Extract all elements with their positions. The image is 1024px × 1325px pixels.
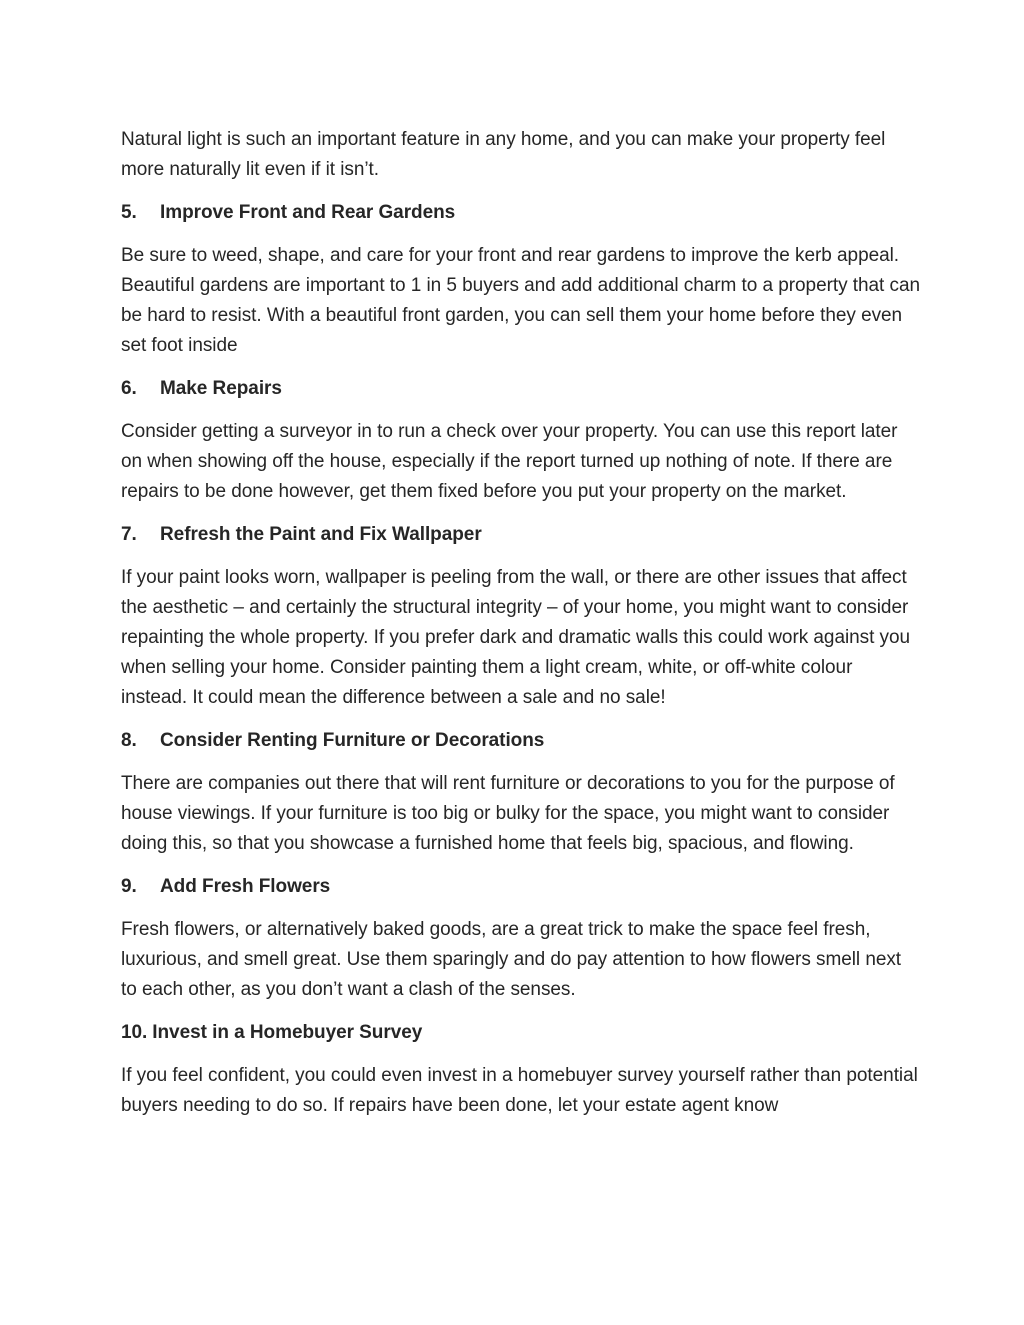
section-heading-8 — [121, 726, 921, 756]
section-heading-10 — [121, 1018, 921, 1048]
section-title: Make Repairs — [160, 378, 282, 399]
section-number: 10. — [121, 1022, 148, 1043]
intro-paragraph: Natural light is such an important feature in any home, and you can make your property feel more naturally lit even if it isn’t. — [121, 129, 886, 180]
section-number: 5. — [121, 202, 137, 223]
section-title: Improve Front and Rear Gardens — [160, 202, 456, 223]
section-body-5: Be sure to weed, shape, and care for your front and rear gardens to improve the kerb appeal. Beautiful gardens are important to 1 in 5 buyers and add additional charm to a property that can be hard to resist. With a beautiful front garden, you can sell them your home before they even set foot inside — [121, 245, 920, 356]
document-page — [121, 125, 921, 1134]
section-body-10: If you feel confident, you could even invest in a homebuyer survey yourself rather than potential buyers needing to do so. If repairs have been done, let your estate agent know — [121, 1065, 918, 1116]
section-heading-9 — [121, 872, 921, 902]
section-number: 8. — [121, 730, 137, 751]
section-number: 6. — [121, 378, 137, 399]
section-heading-5 — [121, 198, 921, 228]
section-heading-7 — [121, 520, 921, 550]
section-number: 9. — [121, 876, 137, 897]
section-heading-6 — [121, 374, 921, 404]
section-body-9: Fresh flowers, or alternatively baked goods, are a great trick to make the space feel fresh, luxurious, and smell great. Use them sparingly and do pay attention to how flowers smell next to each other, as you don’t want a clash of the senses. — [121, 919, 902, 1000]
section-number: 7. — [121, 524, 137, 545]
section-title: Refresh the Paint and Fix Wallpaper — [160, 524, 482, 545]
section-title: Consider Renting Furniture or Decorations — [160, 730, 545, 751]
section-body-7: If your paint looks worn, wallpaper is peeling from the wall, or there are other issues that affect the aesthetic – and certainly the structural integrity – of your home, you might want to consider repainting the whole property. If you prefer dark and dramatic walls this could work against you when selling your home. Consider painting them a light cream, white, or off-white colour instead. It could mean the difference between a sale and no sale! — [121, 567, 911, 708]
section-body-8: There are companies out there that will rent furniture or decorations to you for the purpose of house viewings. If your furniture is too big or bulky for the space, you might want to consider doing this, so that you showcase a furnished home that feels big, spacious, and flowing. — [121, 773, 895, 854]
section-title: Invest in a Homebuyer Survey — [152, 1022, 423, 1043]
section-body-6: Consider getting a surveyor in to run a check over your property. You can use this report later on when showing off the house, especially if the report turned up nothing of note. If there are repairs to be done however, get them fixed before you put your property on the market. — [121, 421, 898, 502]
section-title: Add Fresh Flowers — [160, 876, 331, 897]
